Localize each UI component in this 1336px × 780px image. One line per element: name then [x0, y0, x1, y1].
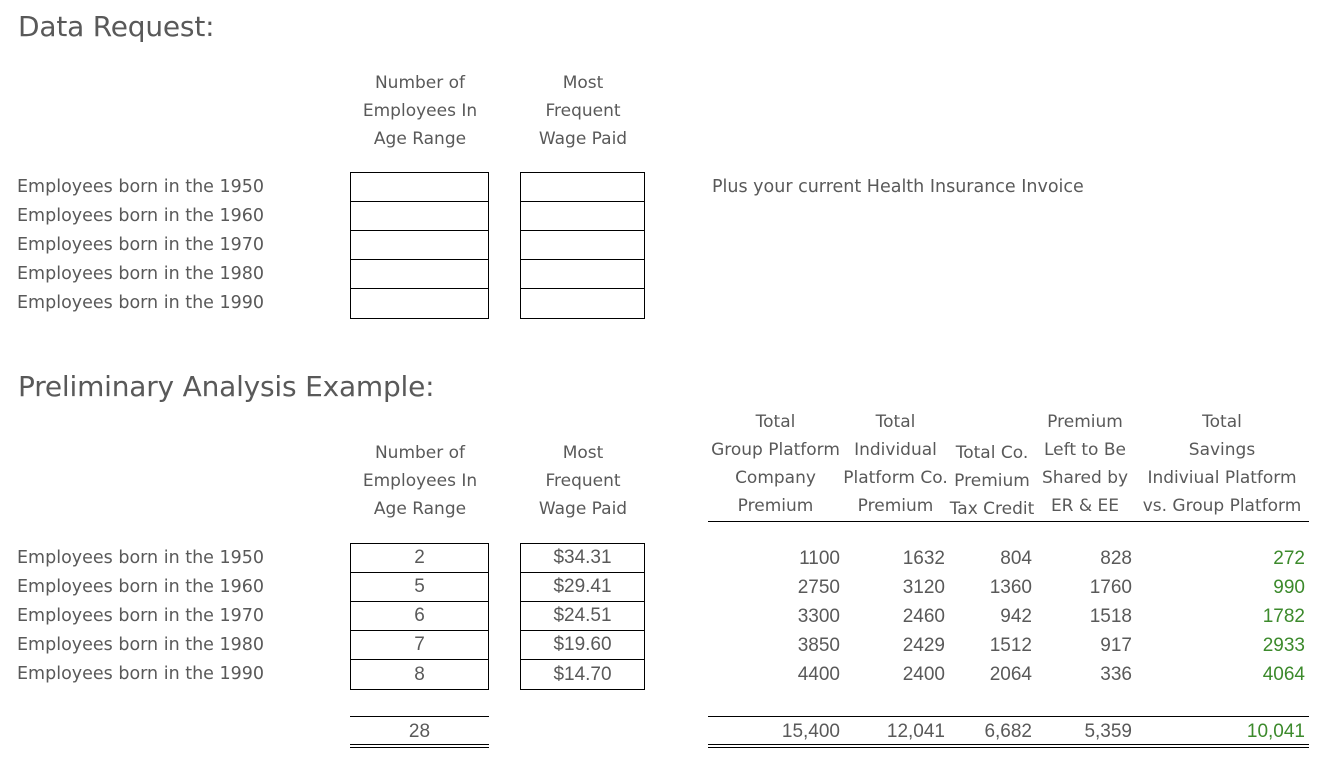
- dr-wage-input[interactable]: [520, 230, 645, 260]
- dr-header-wage-line: Most: [562, 73, 604, 93]
- group-premium-value: 3300: [797, 606, 840, 627]
- left-to-share-value: 336: [1100, 664, 1132, 685]
- dr-wage-input[interactable]: [520, 259, 645, 289]
- pa-header-line: Platform Co.: [843, 468, 948, 488]
- left-to-share-total: 5,359: [1084, 721, 1132, 742]
- header-underline: [708, 521, 1309, 522]
- savings-value: 272: [1273, 548, 1305, 569]
- individual-premium-total: 12,041: [886, 721, 945, 742]
- pa-header-savings: [1134, 408, 1310, 520]
- savings-total: 10,041: [1246, 721, 1305, 742]
- dr-header-employees-line: Employees In: [362, 101, 478, 121]
- dr-header-wage-line: Frequent: [545, 101, 621, 121]
- pa-header-line: Left to Be: [1044, 440, 1126, 460]
- totals-top-border: [708, 716, 1309, 717]
- tax-credit-value: 804: [1000, 548, 1032, 569]
- left-to-share-value: 828: [1100, 548, 1132, 569]
- pa-employees-cell[interactable]: 7: [350, 630, 489, 660]
- pa-header-line: Shared by: [1041, 468, 1129, 488]
- pa-wage-cell[interactable]: $34.31: [520, 543, 645, 573]
- dr-employees-input[interactable]: [350, 172, 489, 202]
- group-premium-value: 4400: [797, 664, 840, 685]
- tax-credit-value: 942: [1000, 606, 1032, 627]
- individual-premium-value: 2460: [902, 606, 945, 627]
- dr-header-employees-line: Number of: [374, 73, 466, 93]
- tax-credit-value: 2064: [989, 664, 1032, 685]
- pa-header-line: Total: [875, 412, 916, 432]
- pa-header-line: Frequent: [545, 471, 621, 491]
- dr-row-label: Employees born in the 1970: [17, 235, 265, 255]
- savings-value: 2933: [1262, 635, 1305, 656]
- tax-credit-total: 6,682: [984, 721, 1032, 742]
- pa-employees-cell[interactable]: 6: [350, 601, 489, 631]
- pa-header-line: Indiviual Platform: [1147, 468, 1297, 488]
- group-premium-value: 2750: [797, 577, 840, 598]
- savings-value: 990: [1273, 577, 1305, 598]
- totals-double-border: [708, 744, 1309, 745]
- dr-header-employees-line: Age Range: [373, 129, 467, 149]
- left-to-share-value: 1760: [1089, 577, 1132, 598]
- pa-header-line: Premium: [857, 496, 934, 516]
- pa-header-line: Premium: [954, 471, 1030, 491]
- tax-credit-value: 1512: [989, 635, 1032, 656]
- pa-wage-cell[interactable]: $29.41: [520, 572, 645, 602]
- savings-value: 1782: [1262, 606, 1305, 627]
- pa-header-line: Most: [562, 443, 604, 463]
- pa-wage-cell[interactable]: $19.60: [520, 630, 645, 660]
- dr-wage-input[interactable]: [520, 172, 645, 202]
- left-to-share-value: 917: [1100, 635, 1132, 656]
- pa-header-left-to-share: [1036, 408, 1134, 520]
- pa-header-line: ER & EE: [1050, 496, 1120, 516]
- pa-header-line: Total: [1202, 412, 1242, 432]
- dr-header-wage-line: Wage Paid: [538, 129, 628, 149]
- individual-premium-value: 2429: [902, 635, 945, 656]
- group-premium-total: 15,400: [781, 721, 840, 742]
- pa-header-line: Employees In: [362, 471, 478, 491]
- pa-header-individual-premium: [843, 408, 948, 520]
- pa-wage-cell[interactable]: $24.51: [520, 601, 645, 631]
- data-request-title: Data Request:: [18, 10, 215, 43]
- totals-double-border: [708, 747, 1309, 748]
- dr-row-label: Employees born in the 1990: [17, 293, 265, 313]
- pa-header-line: Total Co.: [955, 443, 1029, 463]
- tax-credit-value: 1360: [989, 577, 1032, 598]
- pa-header-line: Wage Paid: [538, 499, 628, 519]
- pa-row-label: Employees born in the 1960: [17, 577, 265, 597]
- dr-employees-input[interactable]: [350, 288, 489, 319]
- individual-premium-value: 2400: [902, 664, 945, 685]
- pa-row-label: Employees born in the 1970: [17, 606, 265, 626]
- pa-header-line: Age Range: [373, 499, 467, 519]
- pa-header-wage: [520, 439, 646, 523]
- pa-header-tax-credit: [948, 439, 1036, 523]
- pa-header-line: Savings: [1188, 440, 1256, 460]
- dr-employees-input[interactable]: [350, 230, 489, 260]
- dr-row-label: Employees born in the 1960: [17, 206, 265, 226]
- pa-employees-cell[interactable]: 8: [350, 659, 489, 690]
- left-to-share-value: 1518: [1089, 606, 1132, 627]
- pa-header-line: Total: [755, 412, 796, 432]
- individual-premium-value: 1632: [902, 548, 945, 569]
- pa-header-line: Individual: [854, 440, 937, 460]
- employees-total: 28: [408, 721, 431, 742]
- pa-header-employees: [350, 439, 490, 523]
- pa-header-line: Company: [735, 468, 816, 488]
- dr-employees-input[interactable]: [350, 201, 489, 231]
- employees-total-top-border: [350, 716, 489, 717]
- employees-total-double-border: [350, 744, 489, 745]
- individual-premium-value: 3120: [902, 577, 945, 598]
- employees-total-double-border: [350, 747, 489, 748]
- dr-wage-input[interactable]: [520, 288, 645, 319]
- analysis-title: Preliminary Analysis Example:: [18, 370, 435, 403]
- group-premium-value: 1100: [799, 548, 840, 569]
- invoice-note: Plus your current Health Insurance Invoice: [712, 177, 1084, 197]
- dr-header-wage: [520, 69, 646, 153]
- dr-row-label: Employees born in the 1950: [17, 177, 265, 197]
- pa-header-line: Premium: [1047, 412, 1123, 432]
- pa-header-group-premium: [708, 408, 843, 520]
- savings-value: 4064: [1262, 664, 1305, 685]
- pa-row-label: Employees born in the 1980: [17, 635, 265, 655]
- pa-header-line: vs. Group Platform: [1142, 496, 1302, 516]
- dr-header-employees: [350, 69, 490, 153]
- dr-employees-input[interactable]: [350, 259, 489, 289]
- pa-header-line: Tax Credit: [949, 499, 1035, 519]
- group-premium-value: 3850: [797, 635, 840, 656]
- pa-employees-cell[interactable]: 2: [350, 543, 489, 573]
- pa-header-line: Premium: [737, 496, 814, 516]
- pa-wage-cell[interactable]: $14.70: [520, 659, 645, 690]
- pa-header-line: Group Platform: [711, 440, 840, 460]
- pa-header-line: Number of: [374, 443, 466, 463]
- pa-row-label: Employees born in the 1990: [17, 664, 265, 684]
- pa-employees-cell[interactable]: 5: [350, 572, 489, 602]
- pa-row-label: Employees born in the 1950: [17, 548, 265, 568]
- dr-wage-input[interactable]: [520, 201, 645, 231]
- dr-row-label: Employees born in the 1980: [17, 264, 265, 284]
